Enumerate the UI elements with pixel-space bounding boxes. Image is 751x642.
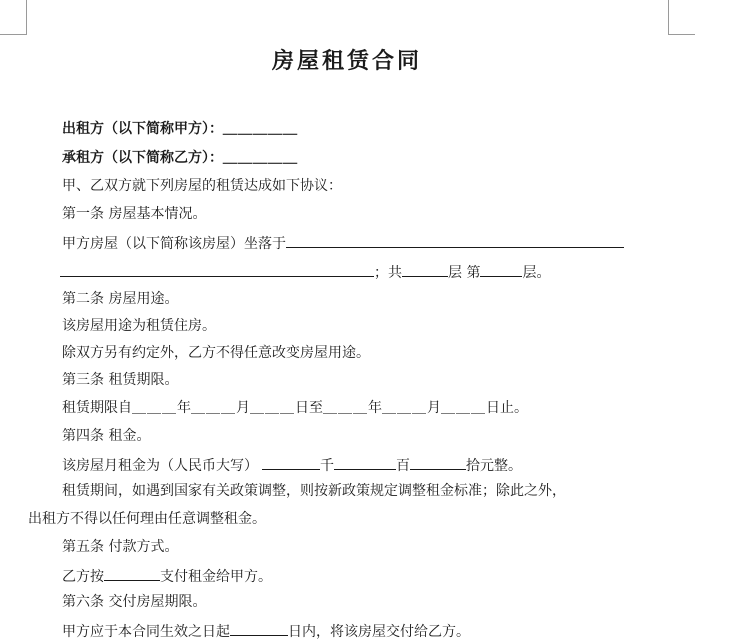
ten-label: 拾元整。 [466, 458, 522, 474]
location-blank [286, 232, 624, 248]
payment-label: 乙方按 [62, 569, 104, 585]
lessor-line [62, 119, 298, 139]
article2-heading: 第二条 房屋用途。 [62, 291, 179, 307]
day-end-label: 日止。 [486, 400, 528, 416]
document-title: 房屋租赁合同 [271, 48, 422, 74]
rent-hundred-blank [334, 454, 396, 470]
lessee-label: 承租方（以下简称乙方）： [62, 150, 223, 166]
term-line [62, 398, 528, 418]
article5-heading: 第五条 付款方式。 [62, 539, 179, 555]
floor-line [60, 261, 550, 283]
floor-label: 层 第 [448, 265, 481, 281]
rent-adjust-line2: 出租方不得以任何理由任意调整租金。 [28, 511, 266, 527]
lessee-blank: ＿＿＿＿＿ [223, 150, 298, 166]
thousand-label: 千 [320, 458, 334, 474]
article3-heading: 第三条 租赁期限。 [62, 372, 179, 388]
month-label: 月 [236, 400, 250, 416]
start-day-blank: ＿＿＿ [250, 400, 295, 416]
rent-label: 该房屋月租金为（人民币大写） [62, 458, 258, 474]
delivery-label: 甲方应于本合同生效之日起 [62, 624, 230, 640]
payment-suffix: 支付租金给甲方。 [160, 569, 272, 585]
payment-method-blank [104, 565, 160, 581]
rent-thousand-blank [262, 454, 320, 470]
rent-adjust-line1: 租赁期间，如遇到国家有关政策调整，则按新政策规定调整租金标准；除此之外， [62, 483, 566, 499]
delivery-suffix: 日内，将该房屋交付给乙方。 [288, 624, 470, 640]
month-label: 月 [427, 400, 441, 416]
floor-separator: ；共 [374, 265, 402, 281]
rent-line [62, 454, 522, 476]
end-month-blank: ＿＿＿ [382, 400, 427, 416]
floor-end: 层。 [522, 265, 551, 281]
delivery-days-blank [230, 620, 288, 636]
usage-line: 该房屋用途为租赁住房。 [62, 318, 216, 334]
day-to-label: 日至 [295, 400, 323, 416]
agreement-intro: 甲、乙双方就下列房屋的租赁达成如下协议： [62, 178, 342, 194]
term-start-label: 租赁期限自 [62, 400, 132, 416]
end-year-blank: ＿＿＿ [323, 400, 368, 416]
location-text: 甲方房屋（以下简称该房屋）坐落于 [62, 236, 286, 252]
year-label: 年 [368, 400, 382, 416]
usage-restriction: 除双方另有约定外，乙方不得任意改变房屋用途。 [62, 345, 370, 361]
location-line [62, 232, 624, 254]
article1-heading: 第一条 房屋基本情况。 [62, 206, 207, 222]
total-floors-blank [402, 261, 448, 277]
delivery-line [62, 620, 470, 642]
start-year-blank: ＿＿＿ [132, 400, 177, 416]
page-corner-mark-left [0, 0, 27, 35]
article6-heading: 第六条 交付房屋期限。 [62, 594, 207, 610]
address-blank [60, 261, 374, 277]
lessor-blank: ＿＿＿＿＿ [223, 121, 298, 137]
lessor-label: 出租方（以下简称甲方）： [62, 121, 223, 137]
rent-ten-blank [410, 454, 466, 470]
floor-number-blank [480, 261, 522, 277]
lessee-line [62, 148, 298, 168]
page-corner-mark-right [668, 0, 695, 35]
payment-line [62, 565, 272, 587]
year-label: 年 [177, 400, 191, 416]
article4-heading: 第四条 租金。 [62, 428, 151, 444]
start-month-blank: ＿＿＿ [191, 400, 236, 416]
hundred-label: 百 [396, 458, 410, 474]
end-day-blank: ＿＿＿ [441, 400, 486, 416]
